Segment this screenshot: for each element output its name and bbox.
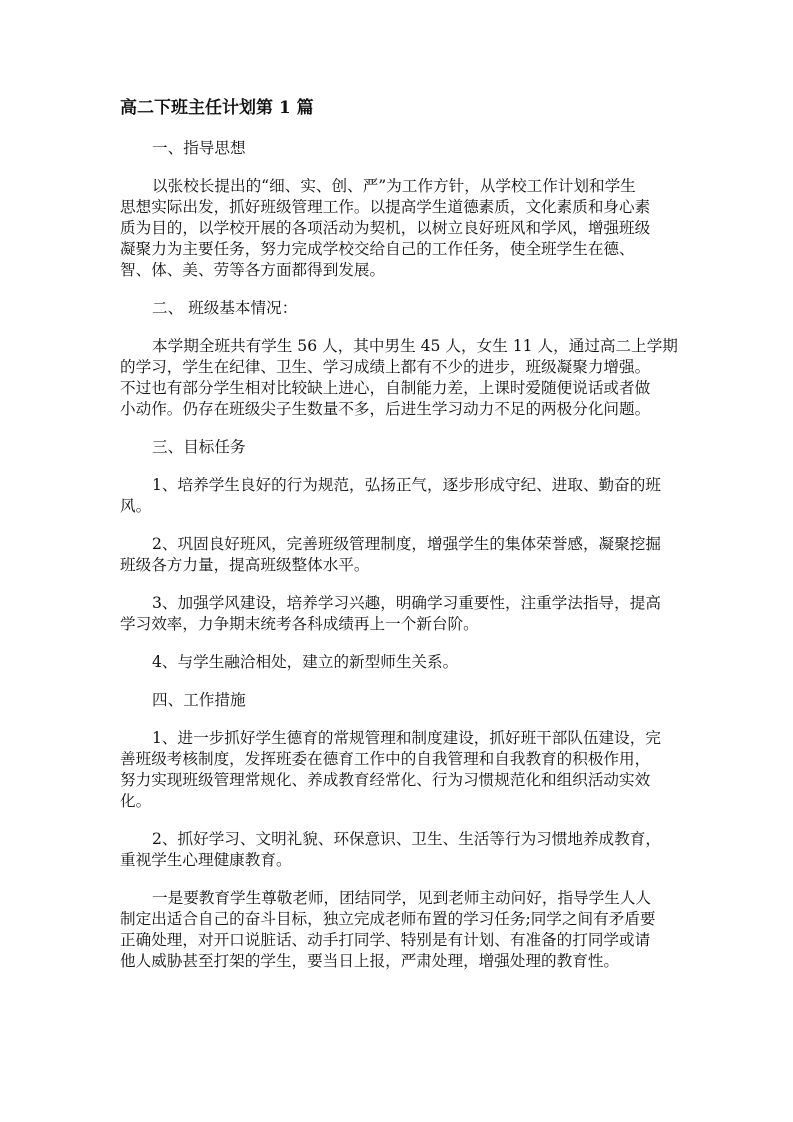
text-line: 不过也有部分学生相对比较缺上进心，自制能力差，上课时爱随便说话或者做 xyxy=(120,379,651,397)
text-line: 小动作。仍存在班级尖子生数量不多，后进生学习动力不足的两极分化问题。 xyxy=(120,400,651,418)
paragraph xyxy=(120,728,680,812)
text-line: 一、指导思想 xyxy=(152,139,246,157)
text-line: 正确处理，对开口说脏话、动手打同学、特别是有计划、有准备的打同学或请 xyxy=(120,931,651,949)
text-line: 2、抓好学习、文明礼貌、环保意识、卫生、生活等行为习惯地养成教育， xyxy=(152,830,661,848)
text-line: 制定出适合自己的奋斗目标，独立完成老师布置的学习任务;同学之间有矛盾要 xyxy=(120,910,656,928)
paragraph xyxy=(120,652,680,673)
section-heading xyxy=(120,138,680,159)
text-line: 4、与学生融洽相处，建立的新型师生关系。 xyxy=(152,653,459,671)
paragraph xyxy=(120,534,680,576)
text-line: 一是要教育学生尊敬老师，团结同学，见到老师主动问好，指导学生人人 xyxy=(152,889,652,907)
paragraph xyxy=(120,593,680,635)
text-line: 化。 xyxy=(120,792,152,810)
text-line: 以张校长提出的“细、实、创、严”为工作方针，从学校工作计划和学生 xyxy=(152,177,636,195)
text-line: 四、工作措施 xyxy=(152,691,246,709)
text-line: 质为目的，以学校开展的各项活动为契机，以树立良好班风和学风，增强班级 xyxy=(120,219,651,237)
text-line: 智、体、美、劳等各方面都得到发展。 xyxy=(120,261,386,279)
text-line: 班级各方力量，提高班级整体水平。 xyxy=(120,556,370,574)
paragraph xyxy=(120,829,680,871)
text-line: 学习效率，力争期末统考各科成绩再上一个新台阶。 xyxy=(120,615,479,633)
paragraph xyxy=(120,176,680,281)
document-body xyxy=(120,138,680,972)
section-heading xyxy=(120,298,680,319)
document-page xyxy=(120,97,680,989)
text-line: 努力实现班级管理常规化、养成教育经常化、行为习惯规范化和组织活动实效 xyxy=(120,771,651,789)
text-line: 的学习，学生在纪律、卫生、学习成绩上都有不少的进步，班级凝聚力增强。 xyxy=(120,358,651,376)
text-line: 3、加强学风建设，培养学习兴趣，明确学习重要性，注重学法指导，提高 xyxy=(152,594,661,612)
document-title: 高二下班主任计划第 1 篇 xyxy=(120,98,314,118)
paragraph xyxy=(120,888,680,972)
text-line: 1、培养学生良好的行为规范，弘扬正气，逐步形成守纪、进取、勤奋的班 xyxy=(152,476,661,494)
text-line: 思想实际出发，抓好班级管理工作。以提高学生道德素质，文化素质和身心素 xyxy=(120,198,651,216)
text-line: 本学期全班共有学生 56 人，其中男生 45 人，女生 11 人，通过高二上学期 xyxy=(152,337,678,355)
text-line: 二、 班级基本情况： xyxy=(152,299,298,317)
section-heading xyxy=(120,690,680,711)
text-line: 善班级考核制度，发挥班委在德育工作中的自我管理和自我教育的积极作用， xyxy=(120,750,651,768)
text-line: 2、巩固良好班风，完善班级管理制度，增强学生的集体荣誉感，凝聚挖掘 xyxy=(152,535,661,553)
text-line: 三、目标任务 xyxy=(152,438,246,456)
text-line: 凝聚力为主要任务，努力完成学校交给自己的工作任务，使全班学生在德、 xyxy=(120,240,635,258)
text-line: 他人威胁甚至打架的学生，要当日上报，严肃处理，增强处理的教育性。 xyxy=(120,952,620,970)
section-heading xyxy=(120,437,680,458)
text-line: 重视学生心理健康教育。 xyxy=(120,851,292,869)
text-line: 1、进一步抓好学生德育的常规管理和制度建设，抓好班干部队伍建设，完 xyxy=(152,729,661,747)
paragraph xyxy=(120,475,680,517)
text-line: 风。 xyxy=(120,497,152,515)
paragraph xyxy=(120,336,680,420)
